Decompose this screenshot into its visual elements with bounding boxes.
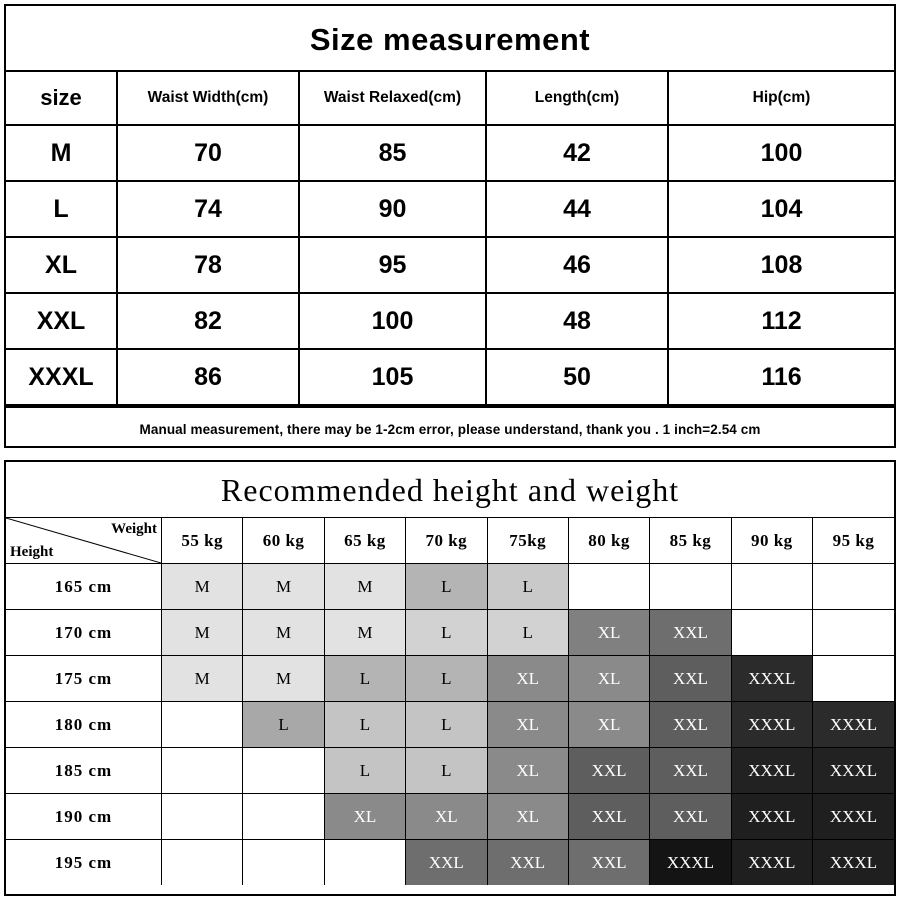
matrix-cell-5-6	[650, 794, 731, 840]
matrix-cell-label: XXXL	[666, 852, 715, 872]
matrix-cell-3-1	[243, 702, 324, 748]
matrix-cell-label: XL	[516, 806, 540, 826]
matrix-corner-header	[6, 518, 162, 564]
matrix-cell-label: XXL	[672, 668, 708, 688]
matrix-cell-label: XXXL	[829, 852, 878, 872]
matrix-cell-label: XL	[597, 668, 621, 688]
weight-header-2: 65 kg	[324, 518, 405, 564]
matrix-cell-2-3	[406, 656, 487, 702]
weight-header-5: 80 kg	[568, 518, 649, 564]
matrix-cell-label: XL	[516, 760, 540, 780]
weight-header-8: 95 kg	[813, 518, 895, 564]
matrix-cell-label: L	[522, 576, 533, 596]
cell-waist-width: 86	[117, 349, 299, 405]
column-header-hip: Hip(cm)	[668, 71, 894, 125]
cell-hip: 108	[668, 237, 894, 293]
matrix-cell-label: XXL	[672, 714, 708, 734]
matrix-cell-5-0	[162, 794, 243, 840]
matrix-cell-label: L	[359, 714, 371, 734]
matrix-row	[6, 702, 894, 748]
matrix-cell-0-1	[243, 564, 324, 610]
matrix-cell-4-6	[650, 748, 731, 794]
matrix-cell-2-5	[568, 656, 649, 702]
matrix-cell-1-8	[813, 610, 895, 656]
matrix-cell-label: L	[359, 668, 371, 688]
matrix-cell-label: XXL	[510, 852, 546, 872]
matrix-cell-3-4	[487, 702, 568, 748]
matrix-cell-label: L	[441, 576, 452, 596]
matrix-cell-label: L	[441, 760, 452, 780]
column-header-length: Length(cm)	[486, 71, 668, 125]
cell-size: XL	[6, 237, 117, 293]
matrix-cell-2-2	[324, 656, 405, 702]
matrix-cell-label: XL	[516, 668, 540, 688]
cell-waist-relaxed: 105	[299, 349, 486, 405]
matrix-row	[6, 748, 894, 794]
matrix-cell-0-0	[162, 564, 243, 610]
cell-length: 46	[486, 237, 668, 293]
matrix-cell-2-7	[731, 656, 812, 702]
matrix-cell-3-5	[568, 702, 649, 748]
cell-waist-width: 78	[117, 237, 299, 293]
matrix-cell-label: XL	[434, 806, 458, 826]
matrix-cell-0-2	[324, 564, 405, 610]
size-measurement-panel	[4, 4, 896, 448]
weight-header-4: 75kg	[487, 518, 568, 564]
cell-length: 48	[486, 293, 668, 349]
table-row	[6, 293, 894, 349]
matrix-cell-2-8	[813, 656, 895, 702]
weight-header-0: 55 kg	[162, 518, 243, 564]
matrix-cell-label: XXXL	[748, 806, 796, 826]
matrix-cell-3-6	[650, 702, 731, 748]
weight-header-1: 60 kg	[243, 518, 324, 564]
matrix-cell-6-2	[324, 840, 405, 886]
matrix-cell-label: XXXL	[829, 760, 878, 780]
matrix-cell-0-7	[731, 564, 812, 610]
cell-hip: 116	[668, 349, 894, 405]
matrix-cell-4-0	[162, 748, 243, 794]
matrix-cell-label: XXXL	[829, 714, 878, 734]
cell-length: 42	[486, 125, 668, 181]
matrix-cell-4-7	[731, 748, 812, 794]
matrix-cell-label: XXL	[672, 760, 708, 780]
measurement-note: Manual measurement, there may be 1-2cm error, please understand, thank you . 1 inch=2.54 cm	[6, 406, 894, 437]
matrix-cell-0-6	[650, 564, 731, 610]
matrix-cell-6-5	[568, 840, 649, 886]
matrix-cell-label: XXL	[672, 806, 708, 826]
matrix-cell-4-5	[568, 748, 649, 794]
cell-size: L	[6, 181, 117, 237]
height-header-5: 190 cm	[6, 794, 162, 840]
matrix-cell-label: XXXL	[829, 806, 878, 826]
matrix-cell-label: XXXL	[748, 714, 796, 734]
matrix-row	[6, 610, 894, 656]
matrix-cell-6-0	[162, 840, 243, 886]
cell-waist-width: 82	[117, 293, 299, 349]
matrix-cell-4-3	[406, 748, 487, 794]
matrix-cell-5-1	[243, 794, 324, 840]
matrix-row	[6, 656, 894, 702]
recommendation-table	[6, 517, 894, 885]
cell-waist-relaxed: 90	[299, 181, 486, 237]
matrix-cell-label: M	[357, 576, 373, 596]
matrix-cell-3-7	[731, 702, 812, 748]
column-header-waist-width: Waist Width(cm)	[117, 71, 299, 125]
cell-hip: 104	[668, 181, 894, 237]
cell-size: XXL	[6, 293, 117, 349]
matrix-row	[6, 794, 894, 840]
corner-weight-label: Weight	[111, 521, 157, 537]
matrix-cell-0-8	[813, 564, 895, 610]
matrix-row	[6, 840, 894, 886]
matrix-cell-6-8	[813, 840, 895, 886]
matrix-cell-3-0	[162, 702, 243, 748]
matrix-cell-label: L	[278, 714, 289, 734]
matrix-cell-3-3	[406, 702, 487, 748]
matrix-cell-2-0	[162, 656, 243, 702]
matrix-cell-2-1	[243, 656, 324, 702]
matrix-cell-label: XXXL	[748, 668, 796, 688]
matrix-cell-0-4	[487, 564, 568, 610]
matrix-cell-6-6	[650, 840, 731, 886]
cell-hip: 100	[668, 125, 894, 181]
cell-waist-width: 70	[117, 125, 299, 181]
matrix-cell-label: XXL	[591, 806, 627, 826]
matrix-cell-5-5	[568, 794, 649, 840]
height-header-1: 170 cm	[6, 610, 162, 656]
height-header-4: 185 cm	[6, 748, 162, 794]
matrix-row	[6, 564, 894, 610]
matrix-body	[6, 564, 894, 886]
matrix-cell-label: M	[276, 576, 292, 596]
cell-waist-relaxed: 100	[299, 293, 486, 349]
matrix-cell-label: M	[357, 622, 373, 642]
matrix-cell-label: L	[441, 714, 452, 734]
matrix-cell-1-2	[324, 610, 405, 656]
matrix-cell-6-3	[406, 840, 487, 886]
matrix-cell-3-8	[813, 702, 895, 748]
matrix-cell-label: L	[441, 668, 452, 688]
matrix-cell-4-8	[813, 748, 895, 794]
matrix-cell-1-6	[650, 610, 731, 656]
matrix-cell-4-2	[324, 748, 405, 794]
matrix-cell-5-7	[731, 794, 812, 840]
matrix-cell-label: XL	[597, 714, 621, 734]
cell-size: XXXL	[6, 349, 117, 405]
size-measurement-title: Size measurement	[309, 22, 591, 57]
matrix-cell-label: XXL	[428, 852, 464, 872]
matrix-header-row	[6, 518, 894, 564]
matrix-cell-0-3	[406, 564, 487, 610]
matrix-cell-5-8	[813, 794, 895, 840]
cell-hip: 112	[668, 293, 894, 349]
matrix-cell-label: XL	[516, 714, 540, 734]
matrix-cell-label: XXXL	[748, 760, 796, 780]
size-measurement-table	[6, 70, 894, 406]
cell-size: M	[6, 125, 117, 181]
matrix-cell-6-1	[243, 840, 324, 886]
cell-length: 44	[486, 181, 668, 237]
height-header-2: 175 cm	[6, 656, 162, 702]
matrix-cell-label: L	[441, 622, 452, 642]
table-row	[6, 349, 894, 405]
corner-height-label: Height	[10, 544, 54, 560]
cell-length: 50	[486, 349, 668, 405]
matrix-cell-label: M	[276, 668, 292, 688]
matrix-cell-3-2	[324, 702, 405, 748]
matrix-cell-0-5	[568, 564, 649, 610]
table-row	[6, 181, 894, 237]
matrix-cell-label: XXL	[672, 622, 708, 642]
matrix-cell-5-2	[324, 794, 405, 840]
recommendation-panel	[4, 460, 896, 896]
matrix-cell-5-4	[487, 794, 568, 840]
weight-header-7: 90 kg	[731, 518, 812, 564]
matrix-cell-1-1	[243, 610, 324, 656]
column-header-size: size	[6, 71, 117, 125]
column-header-waist-relaxed: Waist Relaxed(cm)	[299, 71, 486, 125]
matrix-cell-label: M	[194, 622, 210, 642]
cell-waist-width: 74	[117, 181, 299, 237]
matrix-cell-1-3	[406, 610, 487, 656]
cell-waist-relaxed: 85	[299, 125, 486, 181]
matrix-cell-label: L	[359, 760, 371, 780]
matrix-cell-1-7	[731, 610, 812, 656]
matrix-cell-label: XXXL	[748, 852, 796, 872]
matrix-cell-label: XXL	[591, 852, 627, 872]
table-row	[6, 237, 894, 293]
matrix-cell-4-4	[487, 748, 568, 794]
matrix-cell-label: XL	[353, 806, 377, 826]
matrix-cell-label: L	[522, 622, 533, 642]
matrix-cell-1-0	[162, 610, 243, 656]
matrix-cell-2-4	[487, 656, 568, 702]
matrix-cell-label: M	[276, 622, 292, 642]
matrix-cell-6-4	[487, 840, 568, 886]
matrix-cell-label: M	[194, 668, 210, 688]
matrix-cell-label: XL	[597, 622, 621, 642]
height-header-6: 195 cm	[6, 840, 162, 886]
matrix-cell-4-1	[243, 748, 324, 794]
matrix-cell-6-7	[731, 840, 812, 886]
recommendation-title: Recommended height and weight	[220, 472, 680, 508]
matrix-cell-label: M	[194, 576, 210, 596]
matrix-cell-label: XXL	[591, 760, 627, 780]
table-header-row	[6, 71, 894, 125]
matrix-cell-1-5	[568, 610, 649, 656]
weight-header-6: 85 kg	[650, 518, 731, 564]
cell-waist-relaxed: 95	[299, 237, 486, 293]
weight-header-3: 70 kg	[406, 518, 487, 564]
height-header-3: 180 cm	[6, 702, 162, 748]
height-header-0: 165 cm	[6, 564, 162, 610]
matrix-cell-5-3	[406, 794, 487, 840]
matrix-cell-1-4	[487, 610, 568, 656]
table-row	[6, 125, 894, 181]
matrix-cell-2-6	[650, 656, 731, 702]
